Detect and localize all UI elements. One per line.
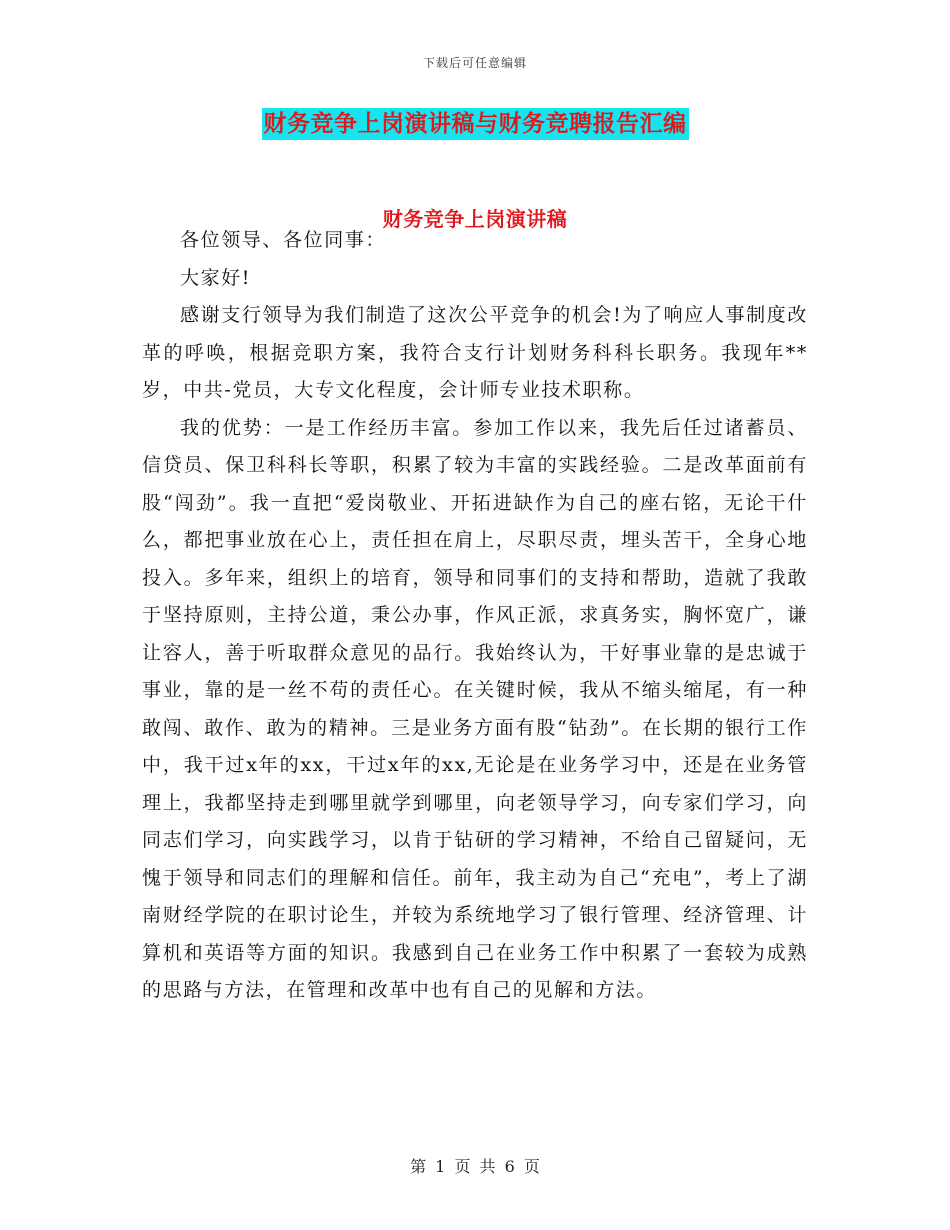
paragraph-strengths: 我的优势：一是工作经历丰富。参加工作以来，我先后任过诸蓄员、信贷员、保卫科科长等职，积累了较为丰富的实践经验。二是改革面前有股“闯劲”。我一直把“爱岗敬业、开拓进缺作为自己的座右铭，无论干什么，都把事业放在心上，责任担在肩上，尽职尽责，埋头苦干，全身心地投入。多年来，组织上的培育，领导和同事们的支持和帮助，造就了我敢于坚持原则，主持公道，秉公办事，作风正派，求真务实，胸怀宽广，谦让容人，善于听取群众意见的品行。我始终认为，干好事业靠的是忠诚于事业，靠的是一丝不苟的责任心。在关键时候，我从不缩头缩尾，有一种敢闯、敢作、敢为的精神。三是业务方面有股“钻劲”。在长期的银行工作中，我干过x年的xx，干过x年的xx,无论是在业务学习中，还是在业务管理上，我都坚持走到哪里就学到哪里，向老领导学习，向专家们学习，向同志们学习，向实践学习，以肯于钻研的学习精神，不给自己留疑问，无愧于领导和同志们的理解和信任。前年，我主动为自己“充电”，考上了湖南财经学院的在职讨论生，并较为系统地学习了银行管理、经济管理、计算机和英语等方面的知识。我感到自己在业务工作中积累了一套较为成熟的思路与方法，在管理和改革中也有自己的见解和方法。 <box>142 416 808 1001</box>
paragraph-salutation: 各位领导、各位同事： <box>180 229 387 251</box>
document-title-container <box>0 108 950 140</box>
paragraph-greeting: 大家好! <box>180 266 252 289</box>
document-title: 财务竞争上岗演讲稿与财务竞聘报告汇编 <box>262 108 689 140</box>
page-number: 第 1 页 共 6 页 <box>410 1157 540 1176</box>
document-body <box>142 222 808 1010</box>
paragraph-introduction: 感谢支行领导为我们制造了这次公平竞争的机会!为了响应人事制度改革的呼唤，根据竞职方案，我符合支行计划财务科科长职务。我现年**岁，中共-党员，大专文化程度，会计师专业技术职称。 <box>142 304 808 401</box>
header-note: 下载后可任意编辑 <box>422 56 527 70</box>
section-title: 财务竞争上岗演讲稿 <box>382 207 568 231</box>
